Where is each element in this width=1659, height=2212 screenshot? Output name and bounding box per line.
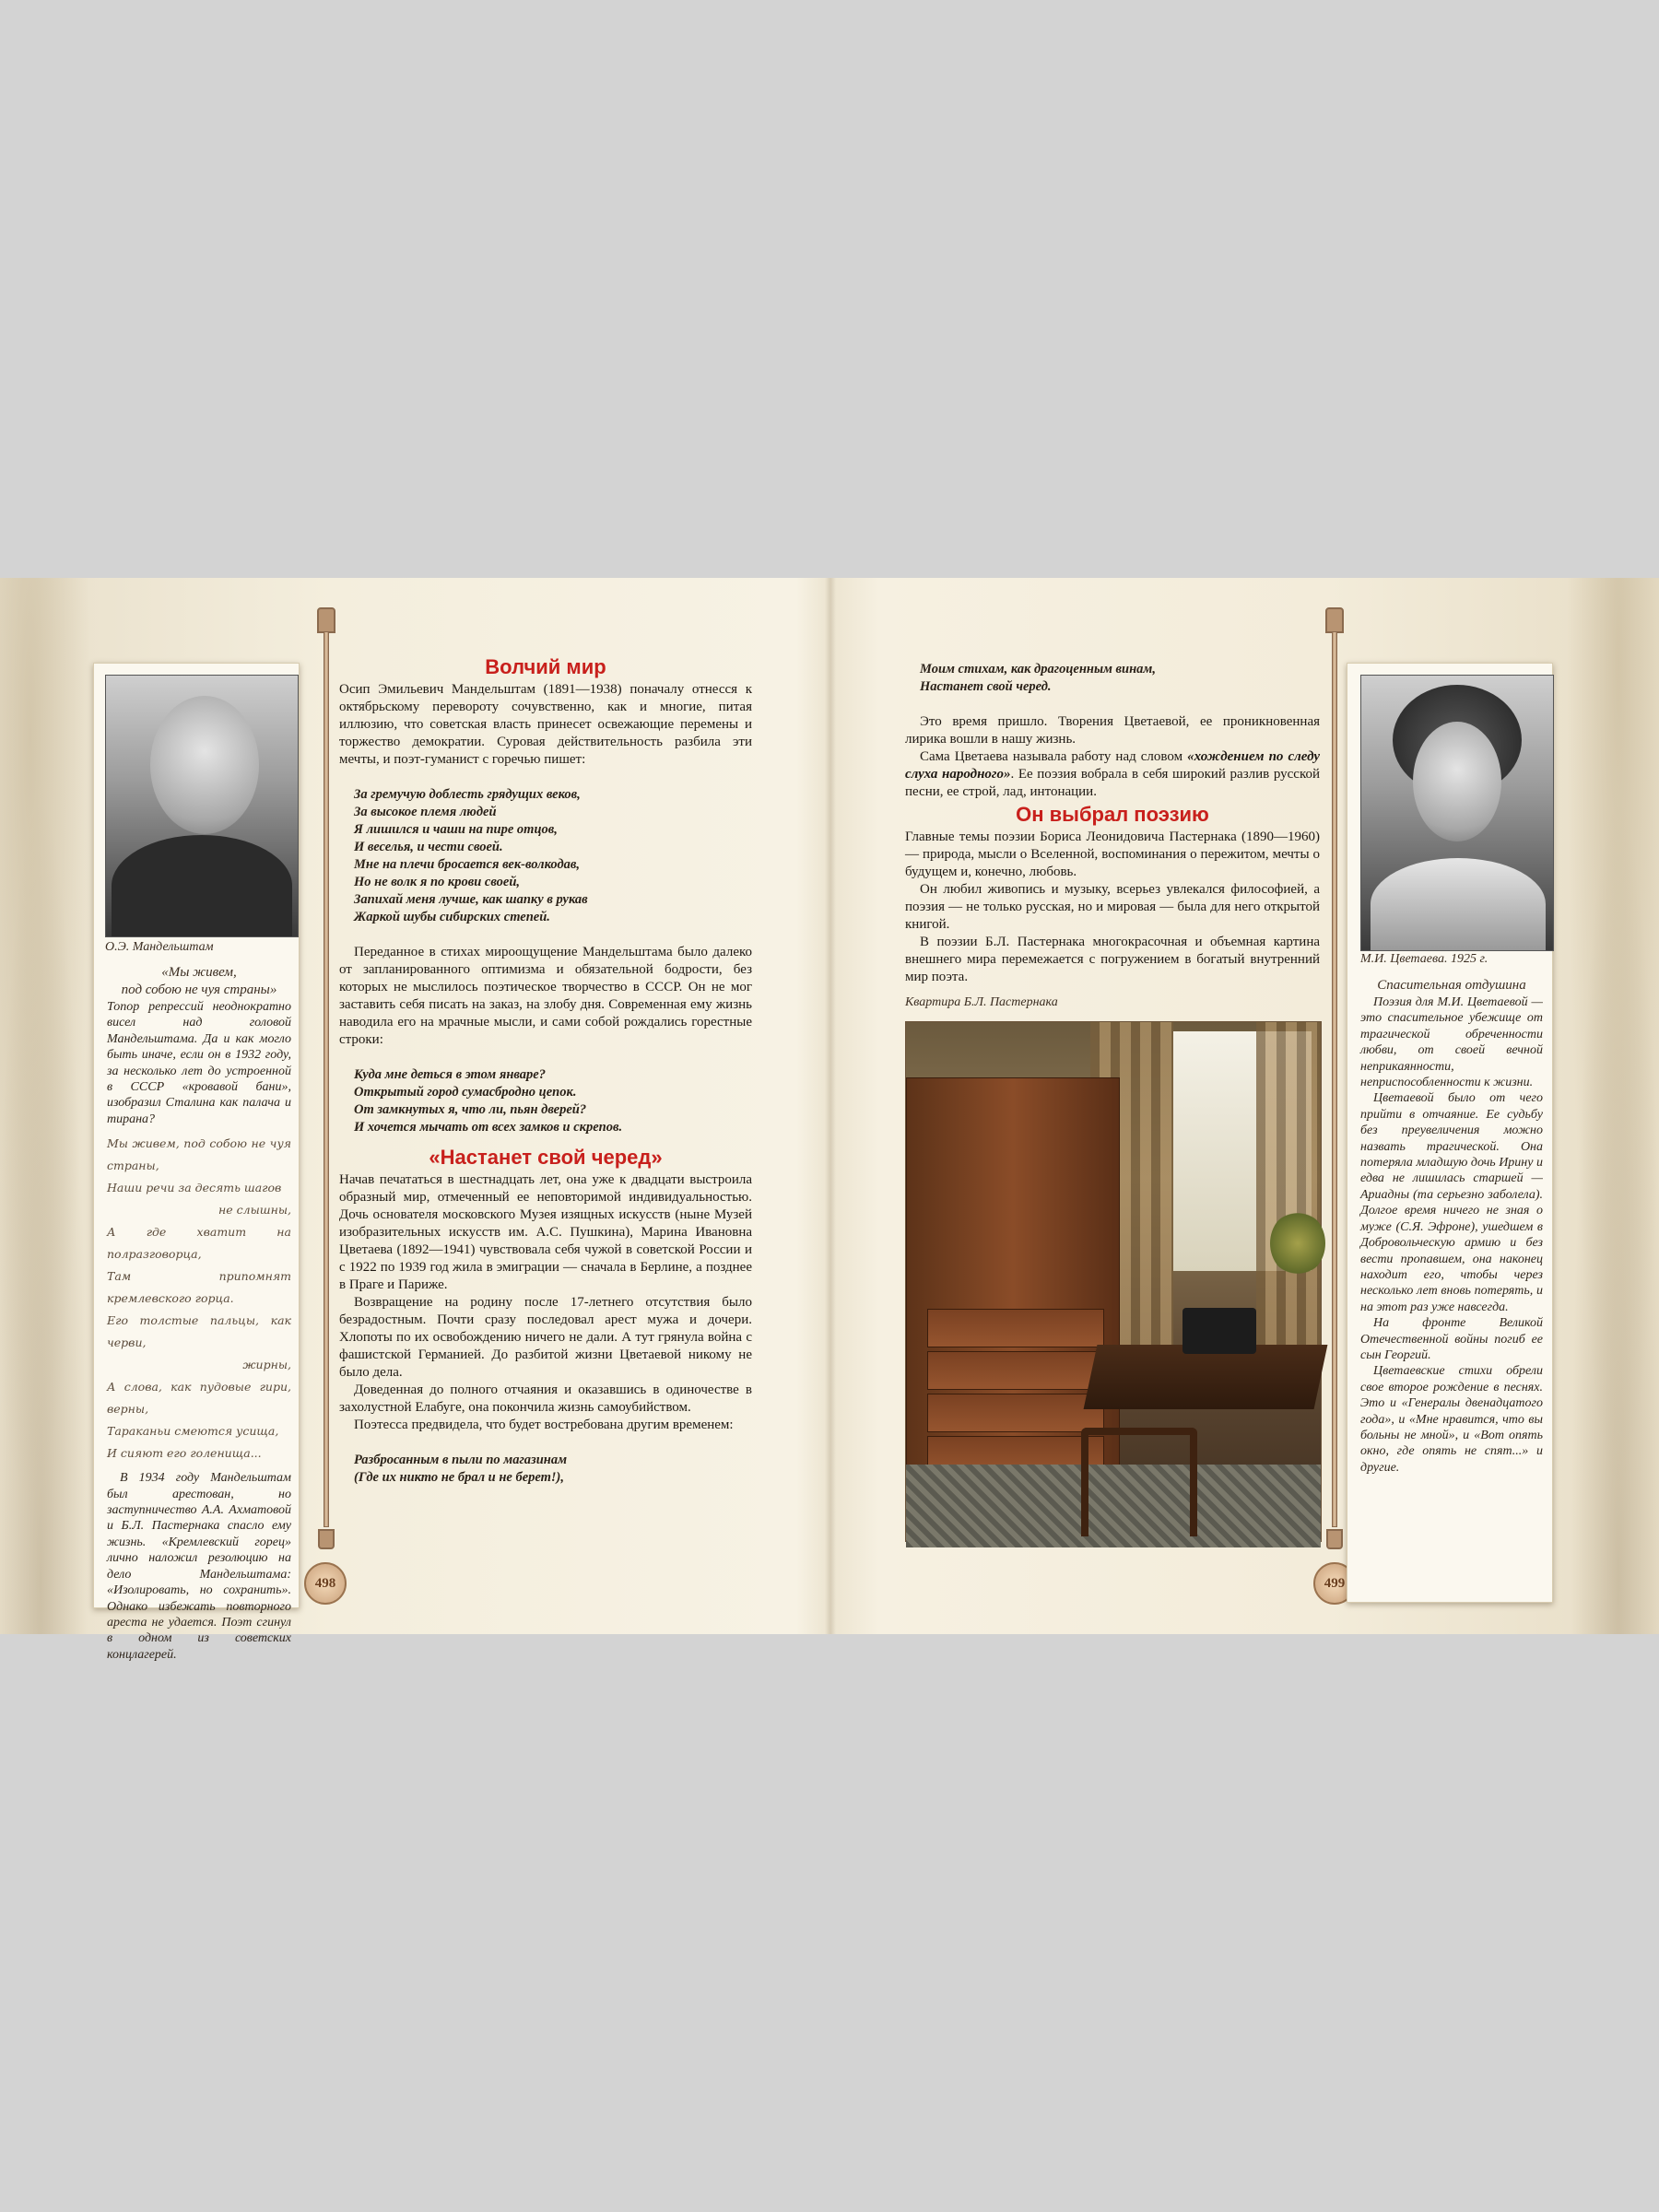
right-sidebar-text [1360, 977, 1543, 1476]
article-paragraph: Переданное в стихах мироощущение Мандельштама было далеко от запланированного оптимизма и обязательной бодрости, без которых не мыслилось поэтическое творчество в СССР. Он не мог заставить себя писать на заказ, на злобу дня. Современная ему жизнь наводила его на мрачные мысли, и сами собой рождались горестные строки: [339, 945, 752, 1047]
sidebar-epigraph-line-1: «Мы живем, [161, 965, 237, 980]
article-paragraph: Осип Эмильевич Мандельштам (1891—1938) поначалу отнесся к октябрьскому перевороту сочувственно, как и многие, питая иллюзию, что советская власть принесет освежающие перемены и торжество демократии. Суровая действительность разбила эти мечты, и поэт-гуманист с горечью пишет: [339, 682, 752, 767]
tsvetaeva-portrait-photo [1360, 675, 1554, 951]
photo-caption: Квартира Б.Л. Пастернака [905, 995, 1058, 1009]
rule-bottom-cap [1326, 1529, 1343, 1549]
sidebar-paragraph: Цветаевой было от чего прийти в отчаяние. Ее судьбу без преувеличения можно назвать трагической. Она потеряла младшую дочь Ирину и едва не лишилась старшей — Ариадны (та серьезно заболела). Долгое время ничего не зная о муже (С.Я. Эфроне), ушедшем в Добровольческую армию и без вести пропавшем, она наконец находит его, чтобы через несколько лет вновь потерять, и на этот раз уже навсегда. [1360, 1091, 1543, 1314]
article-paragraph: Это время пришло. Творения Цветаевой, ее проникновенная лирика вошли в нашу жизнь. [905, 714, 1320, 747]
verse-line: Запихай меня лучше, как шапку в рукав [354, 892, 588, 907]
sidebar-poem-line: жирны, [242, 1358, 291, 1372]
photo-curtain [1256, 1022, 1321, 1372]
page-number-right: 499 [1313, 1562, 1356, 1605]
book-gutter [825, 578, 836, 1634]
decorative-background-left [0, 578, 101, 1634]
verse-line: Открытый город сумасбродно цепок. [354, 1085, 577, 1100]
verse-line: Жаркой шубы сибирских степей. [354, 910, 550, 924]
verse-line: Но не волк я по крови своей, [354, 875, 521, 889]
sidebar-poem-line: Наши речи за десять шагов [107, 1181, 282, 1195]
portrait-shoulders [112, 835, 292, 936]
text-run: Сама Цветаева называла работу над словом [920, 749, 1188, 764]
verse-line: За гремучую доблесть грядущих веков, [354, 787, 581, 802]
right-ornamental-rule [1324, 607, 1344, 1549]
rule-top-cap [317, 607, 335, 633]
verse-line: Куда мне деться в этом январе? [354, 1067, 546, 1082]
article-paragraph: Главные темы поэзии Бориса Леонидовича Пастернака (1890—1960) — природа, мысли о Вселенной, воспоминания о пережитом, мечты о будущем и, конечно, любовь. [905, 830, 1320, 879]
article-paragraph: В поэзии Б.Л. Пастернака многокрасочная и объемная картина внешнего мира перемежается с погружением в богатый внутренний мир поэта. [905, 935, 1320, 984]
sidebar-poem-line: Мы живем, под собою не чуя страны, [107, 1136, 291, 1173]
verse-line: Я лишился и чаши на пире отцов, [354, 822, 558, 837]
right-sidebar-card [1347, 663, 1553, 1603]
left-article-column [339, 653, 752, 1487]
desk-drawer [927, 1351, 1104, 1390]
heading-on-vybral-poeziyu: Он выбрал поэзию [1016, 803, 1209, 826]
quoted-phrase: «хождением по следу слуха народного» [905, 749, 1320, 782]
photo-table [1084, 1345, 1328, 1409]
sidebar-poem-line: И сияют его голенища... [107, 1446, 262, 1461]
article-paragraph: Поэтесса предвидела, что будет востребована другим временем: [354, 1418, 734, 1432]
left-sidebar-text [107, 964, 291, 1663]
heading-nastanet-svoy-chered: «Настанет свой черед» [429, 1146, 663, 1169]
heading-volchiy-mir: Волчий мир [485, 655, 606, 678]
text-run: . Ее поэзия вобрала в себя широкий разлив русской песни, ее строй, лад, интонации. [905, 767, 1321, 799]
verse-line: (Где их никто не брал и не берет!), [354, 1470, 565, 1485]
sidebar-poem-line: Его толстые пальцы, как черви, [107, 1313, 291, 1350]
sidebar-poem [107, 1133, 291, 1465]
left-ornamental-rule [315, 607, 335, 1549]
tsvetaeva-caption: М.И. Цветаева. 1925 г. [1360, 952, 1488, 966]
sidebar-poem-line: А слова, как пудовые гири, верны, [107, 1380, 291, 1417]
mandelstam-portrait-photo [105, 675, 299, 937]
page-number-left: 498 [304, 1562, 347, 1605]
photo-plant [1270, 1211, 1325, 1276]
verse-line: Настанет свой черед. [920, 679, 1052, 694]
article-paragraph: Он любил живопись и музыку, всерьез увлекался философией, а поэзия — не только русская, но и мировая — была для него открытой книгой. [905, 882, 1320, 932]
book-spread [0, 578, 1659, 1662]
rule-bar [324, 631, 329, 1527]
left-sidebar-card [93, 663, 300, 1662]
sidebar-poem-line: не слышны, [218, 1203, 291, 1218]
verse-line: За высокое племя людей [354, 805, 497, 819]
sidebar-poem-line: А где хватит на полразговорца, [107, 1225, 291, 1262]
photo-typewriter [1182, 1308, 1256, 1354]
decorative-background-right [1558, 578, 1659, 1634]
pasternak-apartment-photo [905, 1021, 1322, 1542]
article-paragraph: Начав печататься в шестнадцать лет, она уже к двадцати выстроила образный мир, отмеченный ее неповторимой индивидуальностью. Дочь основателя московского Музея изящных искусств (ныне Музей изобразительных искусств им. А.С. Пушкина), Марина Ивановна Цветаева (1892—1941) чувствовала себя чужой в советской России и с 1922 по 1939 год жила в эмиграции — сначала в Берлине, а позднее в Праге и Париже. [339, 1172, 752, 1292]
sidebar-paragraph: Цветаевские стихи обрели свое второе рождение в песнях. Это и «Генералы двенадцатого года», и «Мне нравится, что вы больны не мной», и «Вот опять окно, где опять не спят...» и другие. [1360, 1364, 1543, 1475]
portrait-face [1413, 722, 1501, 841]
article-paragraph [905, 748, 1320, 801]
article-paragraph: Возвращение на родину после 17-летнего отсутствия было безрадостным. Почти сразу последовал арест мужа и дочери. Хлопоты по их освобождению ничего не дали. А тут грянула война с фашистской Германией. До разбитой жизни Цветаевой никому не было дела. [339, 1295, 752, 1380]
article-paragraph: Доведенная до полного отчаяния и оказавшись в одиночестве в захолустной Елабуге, она покончила жизнь самоубийством. [339, 1382, 752, 1415]
sidebar-intro: Топор репрессий неоднократно висел над головой Мандельштама. Да и как могло быть иначе, если он в 1932 году, за несколько лет до устроенной в СССР «кровавой бани», изобразил Сталина как палача и тирана? [107, 1000, 291, 1126]
sidebar-outro: В 1934 году Мандельштам был арестован, но заступничество А.А. Ахматовой и Б.Л. Пастернака спасло ему жизнь. «Кремлевский горец» лично наложил резолюцию на дело Мандельштама: «Изолировать, но сохранить». Однако избежать повторного ареста не удается. Поэт сгинул в одном из советских концлагерей. [107, 1471, 291, 1662]
rule-bar [1332, 631, 1337, 1527]
photo-chair [1081, 1428, 1197, 1536]
verse-line: И веселья, и чести своей. [354, 840, 503, 854]
desk-drawer [927, 1394, 1104, 1432]
verse-line: Разбросанным в пыли по магазинам [354, 1453, 568, 1467]
rule-bottom-cap [318, 1529, 335, 1549]
verse-line: От замкнутых я, что ли, пьян дверей? [354, 1102, 587, 1117]
verse-line: Мне на плечи бросается век-волкодав, [354, 857, 581, 872]
desk-drawer [927, 1309, 1104, 1347]
sidebar-paragraph: Поэзия для М.И. Цветаевой — это спасительное убежище от трагической обреченности любви, от своей вечной неприкаянности, неприспособленности к жизни. [1360, 995, 1543, 1090]
verse-line: Моим стихам, как драгоценным винам, [920, 662, 1156, 677]
portrait-shoulders [1371, 858, 1546, 950]
mandelstam-caption: О.Э. Мандельштам [105, 940, 214, 954]
verse-line: И хочется мычать от всех замков и скрепов. [354, 1120, 623, 1135]
sidebar-title: Спасительная отдушина [1377, 978, 1526, 993]
sidebar-poem-line: Тараканьи смеются усища, [107, 1424, 279, 1439]
portrait-face [150, 696, 259, 834]
sidebar-paragraph: На фронте Великой Отечественной войны погиб ее сын Георгий. [1360, 1316, 1543, 1362]
sidebar-poem-line: Там припомнят кремлевского горца. [107, 1269, 291, 1306]
right-article-column [905, 661, 1320, 1011]
rule-top-cap [1325, 607, 1344, 633]
sidebar-epigraph-line-2: под собою не чуя страны» [121, 982, 277, 997]
